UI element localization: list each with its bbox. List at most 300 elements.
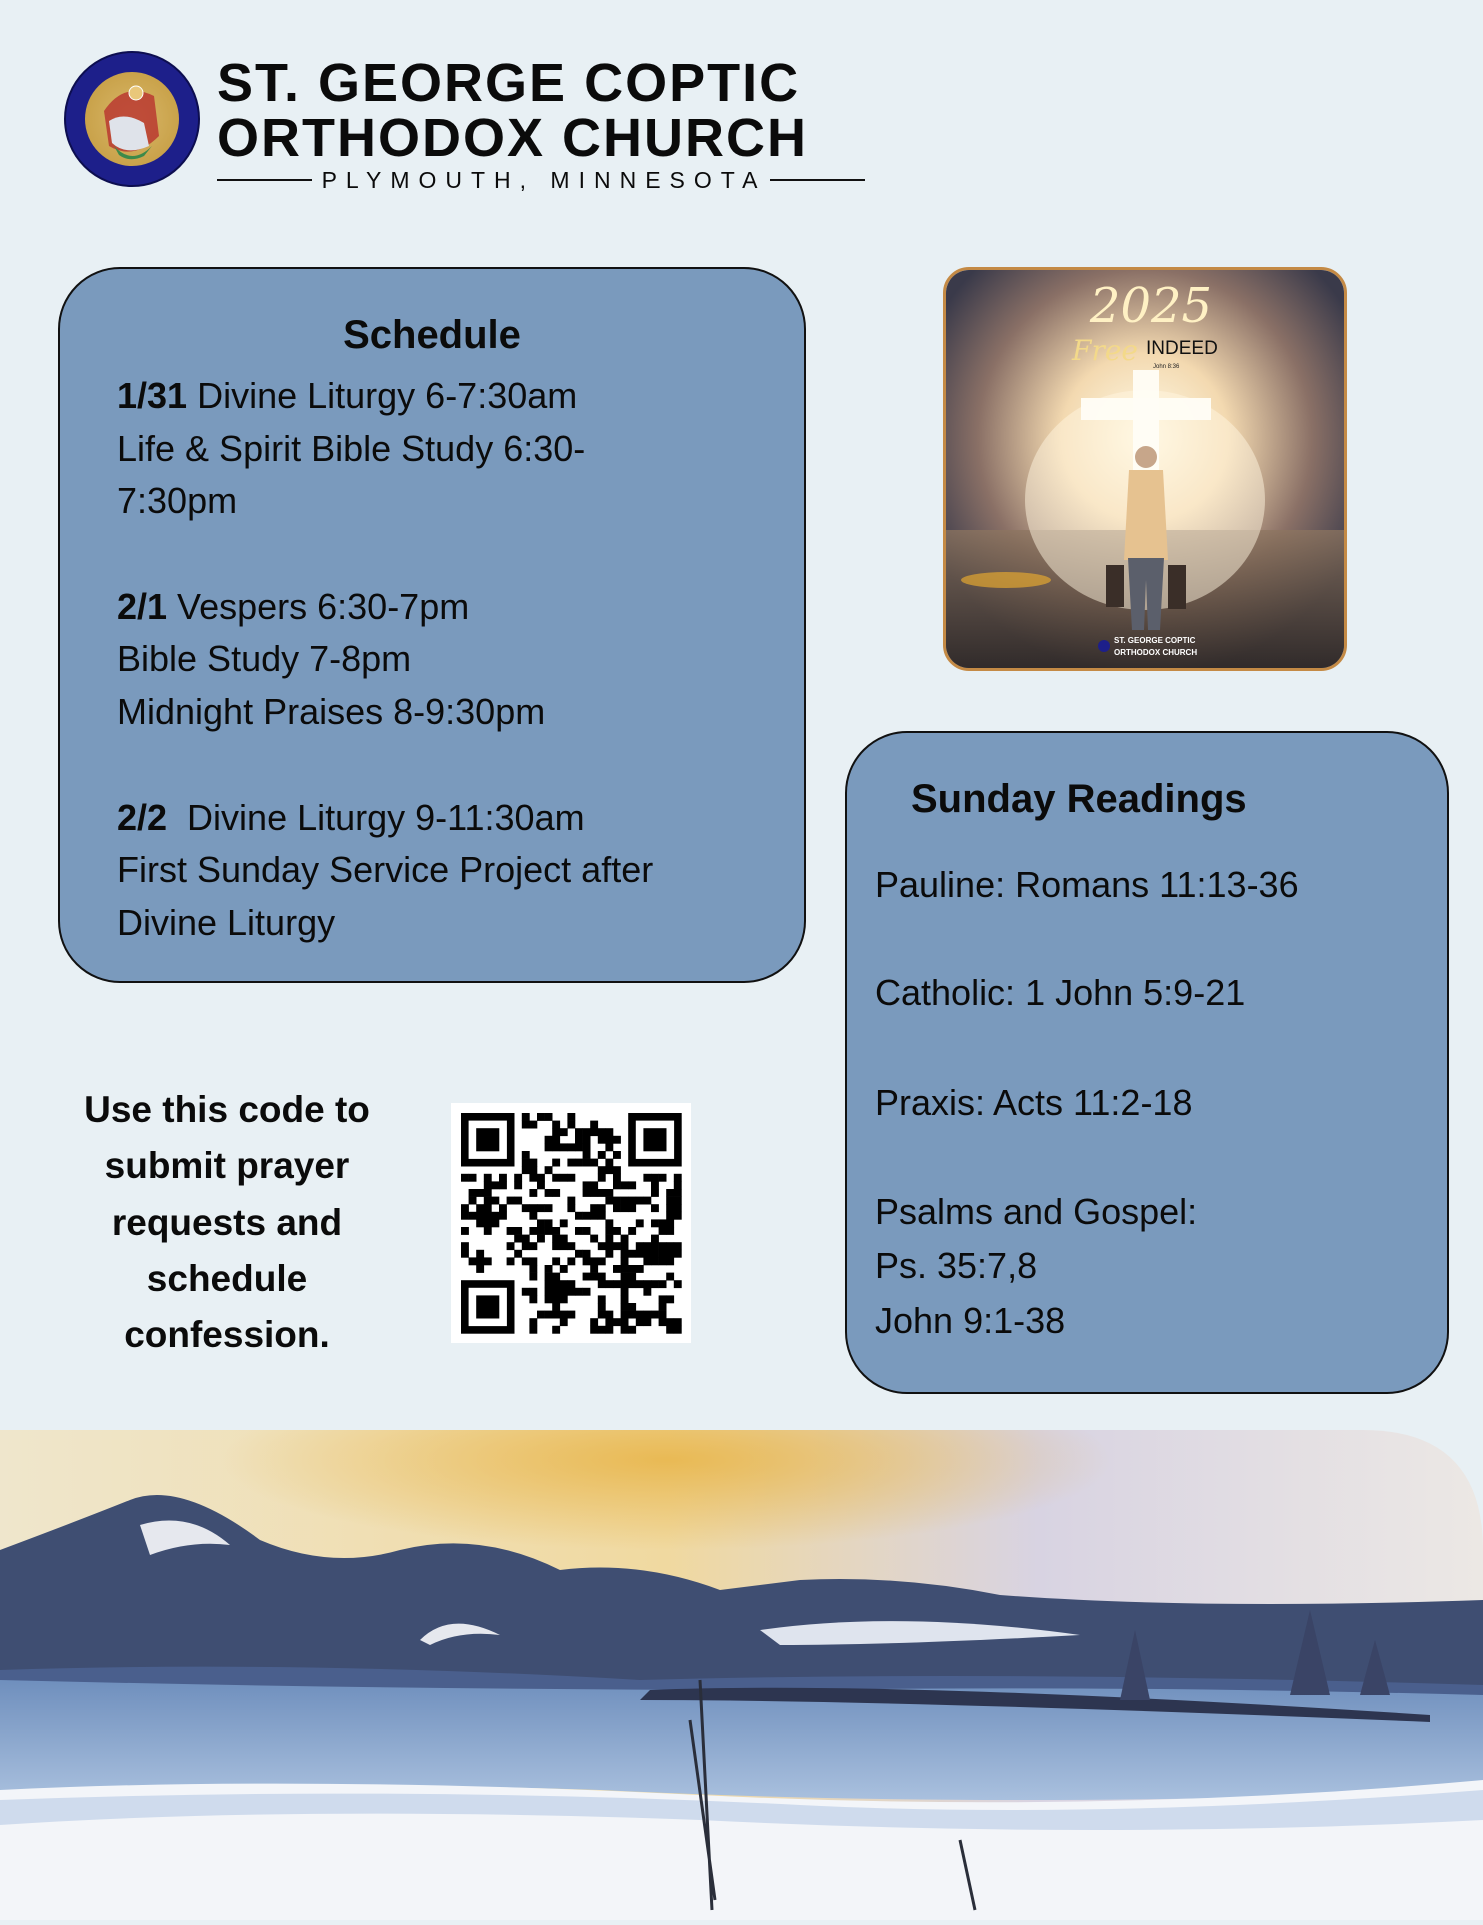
qr-module bbox=[560, 1143, 568, 1151]
schedule-line bbox=[117, 581, 653, 634]
qr-module bbox=[560, 1265, 568, 1273]
schedule-line bbox=[117, 370, 653, 423]
qr-module bbox=[491, 1197, 499, 1205]
qr-module bbox=[499, 1181, 507, 1189]
qr-module bbox=[598, 1326, 606, 1334]
qr-module bbox=[636, 1311, 644, 1319]
qr-module bbox=[484, 1219, 492, 1227]
qr-module bbox=[522, 1257, 530, 1265]
qr-module bbox=[590, 1318, 598, 1326]
qr-module bbox=[628, 1181, 636, 1189]
qr-module bbox=[469, 1189, 477, 1197]
qr-module bbox=[507, 1227, 515, 1235]
qr-module bbox=[567, 1204, 575, 1212]
qr-module bbox=[545, 1265, 553, 1273]
qr-module bbox=[666, 1242, 674, 1250]
qr-module bbox=[598, 1280, 606, 1288]
qr-module bbox=[674, 1189, 682, 1197]
qr-module bbox=[598, 1166, 606, 1174]
qr-module bbox=[628, 1303, 636, 1311]
qr-module bbox=[583, 1136, 591, 1144]
qr-module bbox=[643, 1311, 651, 1319]
qr-module bbox=[621, 1242, 629, 1250]
qr-module bbox=[514, 1227, 522, 1235]
qr-module bbox=[643, 1250, 651, 1258]
schedule-list bbox=[117, 370, 653, 950]
qr-module bbox=[567, 1311, 575, 1319]
qr-module bbox=[643, 1242, 651, 1250]
qr-module bbox=[666, 1212, 674, 1220]
qr-module bbox=[643, 1197, 651, 1205]
qr-module bbox=[560, 1295, 568, 1303]
qr-module bbox=[552, 1273, 560, 1281]
qr-module bbox=[529, 1242, 537, 1250]
qr-module bbox=[529, 1257, 537, 1265]
qr-module bbox=[491, 1181, 499, 1189]
qr-module bbox=[628, 1280, 636, 1288]
location-text: PLYMOUTH, MINNESOTA bbox=[321, 167, 767, 193]
qr-module bbox=[651, 1189, 659, 1197]
qr-module bbox=[621, 1280, 629, 1288]
qr-module bbox=[469, 1212, 477, 1220]
qr-module bbox=[567, 1242, 575, 1250]
schedule-text: First Sunday Service Project after bbox=[117, 849, 654, 891]
qr-module bbox=[560, 1235, 568, 1243]
qr-module bbox=[590, 1204, 598, 1212]
qr-module bbox=[522, 1166, 530, 1174]
prayer-line: requests and bbox=[111, 1201, 343, 1243]
qr-module bbox=[605, 1166, 613, 1174]
qr-module bbox=[560, 1174, 568, 1182]
divider bbox=[770, 179, 865, 181]
qr-module bbox=[621, 1197, 629, 1205]
reading-praxis: Praxis: Acts 11:2-18 bbox=[875, 1082, 1193, 1123]
qr-module bbox=[583, 1151, 591, 1159]
qr-module bbox=[590, 1181, 598, 1189]
schedule-text: Divine Liturgy 9-11:30am bbox=[167, 796, 585, 838]
qr-module bbox=[476, 1128, 499, 1151]
qr-module bbox=[598, 1257, 606, 1265]
schedule-text: 7:30pm bbox=[117, 480, 238, 522]
reading-psalms-gospel-label: Psalms and Gospel: bbox=[875, 1191, 1198, 1232]
qr-module bbox=[552, 1257, 560, 1265]
qr-module bbox=[522, 1204, 530, 1212]
qr-module bbox=[567, 1174, 575, 1182]
sunday-readings-box bbox=[845, 731, 1449, 1394]
qr-module bbox=[484, 1212, 492, 1220]
schedule-line bbox=[117, 423, 653, 476]
qr-module bbox=[613, 1166, 621, 1174]
qr-module bbox=[590, 1121, 598, 1129]
qr-module bbox=[621, 1257, 629, 1265]
qr-module bbox=[666, 1250, 674, 1258]
qr-module bbox=[567, 1113, 575, 1121]
qr-module bbox=[522, 1113, 530, 1121]
free-indeed-poster bbox=[943, 267, 1347, 671]
poster-year: 2025 bbox=[1089, 278, 1213, 334]
qr-module bbox=[529, 1227, 537, 1235]
qr-module bbox=[575, 1159, 583, 1167]
poster-free: Free bbox=[1072, 334, 1138, 367]
qr-module bbox=[674, 1326, 682, 1334]
qr-module bbox=[575, 1288, 583, 1296]
winter-landscape-illustration bbox=[0, 1430, 1483, 1920]
schedule-line bbox=[117, 686, 653, 739]
qr-module bbox=[613, 1151, 621, 1159]
divider bbox=[217, 179, 312, 181]
qr-module bbox=[567, 1280, 575, 1288]
reading-pauline: Pauline: Romans 11:13-36 bbox=[875, 864, 1299, 905]
qr-module bbox=[674, 1181, 682, 1189]
qr-module bbox=[659, 1295, 667, 1303]
qr-module bbox=[628, 1204, 636, 1212]
qr-module bbox=[552, 1227, 560, 1235]
schedule-text: Bible Study 7-8pm bbox=[117, 638, 412, 680]
qr-module bbox=[628, 1265, 636, 1273]
qr-module bbox=[583, 1250, 591, 1258]
qr-module bbox=[636, 1318, 644, 1326]
qr-module bbox=[567, 1288, 575, 1296]
qr-module bbox=[560, 1242, 568, 1250]
qr-module bbox=[499, 1204, 507, 1212]
qr-module bbox=[499, 1212, 507, 1220]
qr-module bbox=[484, 1227, 492, 1235]
qr-module bbox=[469, 1197, 477, 1205]
qr-module bbox=[522, 1159, 530, 1167]
qr-module bbox=[537, 1219, 545, 1227]
qr-module bbox=[461, 1174, 469, 1182]
schedule-line bbox=[117, 897, 653, 950]
qr-module bbox=[545, 1295, 553, 1303]
schedule-text: Life & Spirit Bible Study 6:30- bbox=[117, 427, 586, 469]
qr-module bbox=[605, 1311, 613, 1319]
qr-module bbox=[605, 1143, 613, 1151]
qr-module bbox=[636, 1265, 644, 1273]
qr-module bbox=[643, 1280, 651, 1288]
qr-module bbox=[605, 1189, 613, 1197]
schedule-line bbox=[117, 475, 653, 528]
qr-module bbox=[621, 1250, 629, 1258]
qr-module bbox=[613, 1227, 621, 1235]
qr-module bbox=[529, 1326, 537, 1334]
qr-module bbox=[598, 1273, 606, 1281]
schedule-text: Vespers 6:30-7pm bbox=[167, 585, 470, 627]
qr-module bbox=[529, 1189, 537, 1197]
qr-module bbox=[590, 1265, 598, 1273]
qr-module bbox=[529, 1166, 537, 1174]
qr-module bbox=[461, 1227, 469, 1235]
qr-module bbox=[674, 1242, 682, 1250]
qr-module bbox=[674, 1318, 682, 1326]
prayer-line: schedule bbox=[146, 1257, 308, 1299]
reading-catholic: Catholic: 1 John 5:9-21 bbox=[875, 972, 1246, 1013]
qr-module bbox=[476, 1250, 484, 1258]
qr-module bbox=[621, 1311, 629, 1319]
qr-module bbox=[529, 1159, 537, 1167]
qr-module bbox=[674, 1280, 682, 1288]
qr-module bbox=[514, 1250, 522, 1258]
qr-module bbox=[605, 1242, 613, 1250]
qr-module bbox=[636, 1197, 644, 1205]
qr-module bbox=[583, 1257, 591, 1265]
qr-module bbox=[621, 1235, 629, 1243]
qr-module bbox=[590, 1257, 598, 1265]
qr-module bbox=[514, 1197, 522, 1205]
qr-module bbox=[461, 1242, 469, 1250]
qr-code-icon[interactable] bbox=[451, 1103, 691, 1343]
qr-module bbox=[552, 1159, 560, 1167]
prayer-line: confession. bbox=[124, 1314, 330, 1356]
qr-module bbox=[674, 1174, 682, 1182]
qr-module bbox=[590, 1212, 598, 1220]
qr-module bbox=[537, 1311, 545, 1319]
qr-module bbox=[674, 1204, 682, 1212]
reading-psalm: Ps. 35:7,8 bbox=[875, 1245, 1038, 1286]
qr-module bbox=[484, 1189, 492, 1197]
qr-module bbox=[552, 1189, 560, 1197]
qr-module bbox=[560, 1128, 568, 1136]
qr-module bbox=[552, 1143, 560, 1151]
location-subtitle bbox=[217, 167, 865, 193]
qr-module bbox=[651, 1174, 659, 1182]
schedule-text: Midnight Praises 8-9:30pm bbox=[117, 691, 546, 733]
qr-module bbox=[552, 1280, 560, 1288]
qr-module bbox=[598, 1189, 606, 1197]
qr-module bbox=[613, 1280, 621, 1288]
qr-module bbox=[643, 1318, 651, 1326]
qr-module bbox=[651, 1181, 659, 1189]
qr-module bbox=[628, 1227, 636, 1235]
qr-module bbox=[507, 1197, 515, 1205]
qr-module bbox=[621, 1326, 629, 1334]
qr-module bbox=[651, 1242, 659, 1250]
qr-module bbox=[575, 1227, 583, 1235]
qr-module bbox=[499, 1174, 507, 1182]
qr-module bbox=[636, 1280, 644, 1288]
schedule-box bbox=[58, 267, 806, 983]
qr-module bbox=[545, 1166, 553, 1174]
qr-module bbox=[666, 1318, 674, 1326]
qr-module bbox=[560, 1219, 568, 1227]
qr-module bbox=[491, 1219, 499, 1227]
qr-module bbox=[583, 1128, 591, 1136]
qr-module bbox=[476, 1212, 484, 1220]
qr-module bbox=[651, 1311, 659, 1319]
qr-module bbox=[583, 1212, 591, 1220]
church-name-line2: ORTHODOX CHURCH bbox=[217, 108, 808, 168]
qr-module bbox=[636, 1242, 644, 1250]
qr-module bbox=[461, 1204, 469, 1212]
poster-org-1: St. George Coptic bbox=[1114, 636, 1196, 645]
qr-module bbox=[575, 1250, 583, 1258]
qr-module bbox=[613, 1174, 621, 1182]
qr-module bbox=[529, 1318, 537, 1326]
qr-module bbox=[476, 1204, 484, 1212]
qr-module bbox=[613, 1204, 621, 1212]
prayer-line: submit prayer bbox=[104, 1145, 350, 1187]
qr-module bbox=[560, 1311, 568, 1319]
prayer-line: Use this code to bbox=[84, 1089, 370, 1130]
qr-module bbox=[674, 1212, 682, 1220]
qr-module bbox=[545, 1143, 553, 1151]
qr-module bbox=[545, 1113, 553, 1121]
qr-module bbox=[613, 1318, 621, 1326]
qr-module bbox=[545, 1189, 553, 1197]
readings-title: Sunday Readings bbox=[911, 777, 1247, 821]
qr-module bbox=[484, 1204, 492, 1212]
qr-module bbox=[605, 1250, 613, 1258]
qr-module bbox=[598, 1128, 606, 1136]
qr-module bbox=[621, 1318, 629, 1326]
qr-module bbox=[590, 1128, 598, 1136]
qr-module bbox=[643, 1128, 666, 1151]
qr-module bbox=[583, 1159, 591, 1167]
qr-module bbox=[598, 1174, 606, 1182]
qr-module bbox=[621, 1295, 629, 1303]
qr-module bbox=[598, 1136, 606, 1144]
qr-module bbox=[583, 1181, 591, 1189]
qr-module bbox=[575, 1128, 583, 1136]
qr-module bbox=[628, 1250, 636, 1258]
qr-module bbox=[598, 1204, 606, 1212]
qr-module bbox=[545, 1311, 553, 1319]
qr-module bbox=[598, 1303, 606, 1311]
qr-module bbox=[491, 1212, 499, 1220]
qr-module bbox=[643, 1288, 651, 1296]
qr-module bbox=[598, 1151, 606, 1159]
qr-module bbox=[575, 1143, 583, 1151]
poster-indeed: INDEED bbox=[1146, 338, 1218, 359]
church-logo bbox=[64, 51, 200, 187]
qr-module bbox=[567, 1121, 575, 1129]
schedule-date: 2/1 bbox=[117, 585, 168, 627]
qr-module bbox=[560, 1288, 568, 1296]
qr-module bbox=[666, 1189, 674, 1197]
qr-module bbox=[590, 1326, 598, 1334]
qr-module bbox=[537, 1227, 545, 1235]
qr-module bbox=[522, 1121, 530, 1129]
schedule-text: Divine Liturgy bbox=[117, 901, 336, 943]
qr-module bbox=[476, 1189, 484, 1197]
qr-module bbox=[583, 1143, 591, 1151]
qr-module bbox=[583, 1189, 591, 1197]
qr-module bbox=[567, 1197, 575, 1205]
qr-module bbox=[529, 1212, 537, 1220]
qr-module bbox=[590, 1235, 598, 1243]
qr-module bbox=[636, 1250, 644, 1258]
qr-module bbox=[605, 1326, 613, 1334]
qr-module bbox=[651, 1235, 659, 1243]
qr-module bbox=[621, 1265, 629, 1273]
qr-module bbox=[461, 1250, 469, 1258]
schedule-line bbox=[117, 633, 653, 686]
schedule-title: Schedule bbox=[343, 313, 521, 357]
reading-gospel: John 9:1-38 bbox=[875, 1300, 1066, 1341]
qr-module bbox=[643, 1174, 651, 1182]
qr-module bbox=[567, 1159, 575, 1167]
qr-module bbox=[529, 1265, 537, 1273]
qr-module bbox=[651, 1219, 659, 1227]
qr-module bbox=[613, 1181, 621, 1189]
qr-module bbox=[529, 1204, 537, 1212]
qr-module bbox=[560, 1280, 568, 1288]
qr-module bbox=[659, 1280, 667, 1288]
qr-module bbox=[522, 1288, 530, 1296]
qr-module bbox=[605, 1318, 613, 1326]
qr-module bbox=[529, 1295, 537, 1303]
qr-module bbox=[560, 1318, 568, 1326]
qr-module bbox=[476, 1265, 484, 1273]
qr-module bbox=[666, 1219, 674, 1227]
qr-module bbox=[529, 1121, 537, 1129]
schedule-line bbox=[117, 792, 653, 845]
poster-verse: John 8:36 bbox=[1153, 364, 1180, 370]
qr-module bbox=[674, 1250, 682, 1258]
qr-module bbox=[552, 1326, 560, 1334]
qr-module bbox=[552, 1295, 560, 1303]
qr-module bbox=[666, 1295, 674, 1303]
qr-module bbox=[621, 1273, 629, 1281]
qr-module bbox=[552, 1121, 560, 1129]
qr-module bbox=[659, 1174, 667, 1182]
qr-module bbox=[522, 1242, 530, 1250]
qr-module bbox=[567, 1257, 575, 1265]
schedule-line bbox=[117, 528, 653, 581]
qr-module bbox=[666, 1273, 674, 1281]
qr-module bbox=[621, 1288, 629, 1296]
qr-module bbox=[598, 1295, 606, 1303]
qr-module bbox=[590, 1273, 598, 1281]
qr-module bbox=[514, 1181, 522, 1189]
qr-module bbox=[522, 1235, 530, 1243]
qr-module bbox=[507, 1242, 515, 1250]
qr-module bbox=[659, 1257, 667, 1265]
qr-module bbox=[545, 1227, 553, 1235]
qr-module bbox=[674, 1197, 682, 1205]
qr-module bbox=[628, 1197, 636, 1205]
qr-module bbox=[621, 1303, 629, 1311]
qr-module bbox=[590, 1189, 598, 1197]
qr-module bbox=[651, 1257, 659, 1265]
qr-module bbox=[552, 1303, 560, 1311]
qr-module bbox=[598, 1311, 606, 1319]
qr-module bbox=[643, 1257, 651, 1265]
qr-module bbox=[590, 1159, 598, 1167]
qr-module bbox=[552, 1311, 560, 1319]
qr-module bbox=[605, 1128, 613, 1136]
schedule-date: 1/31 bbox=[117, 375, 188, 416]
qr-module bbox=[666, 1257, 674, 1265]
qr-module bbox=[659, 1303, 667, 1311]
qr-module bbox=[545, 1288, 553, 1296]
qr-module bbox=[659, 1311, 667, 1319]
qr-module bbox=[583, 1273, 591, 1281]
qr-module bbox=[537, 1113, 545, 1121]
qr-module bbox=[529, 1273, 537, 1281]
schedule-text: Divine Liturgy 6-7:30am bbox=[187, 375, 578, 416]
qr-module bbox=[659, 1219, 667, 1227]
qr-module bbox=[651, 1204, 659, 1212]
schedule-line bbox=[117, 844, 653, 897]
qr-module bbox=[552, 1242, 560, 1250]
schedule-date: 2/2 bbox=[117, 796, 168, 838]
prayer-request-instructions bbox=[40, 1082, 414, 1363]
qr-module bbox=[552, 1128, 560, 1136]
qr-module bbox=[484, 1174, 492, 1182]
qr-module bbox=[552, 1235, 560, 1243]
qr-module bbox=[659, 1250, 667, 1258]
qr-module bbox=[529, 1174, 537, 1182]
